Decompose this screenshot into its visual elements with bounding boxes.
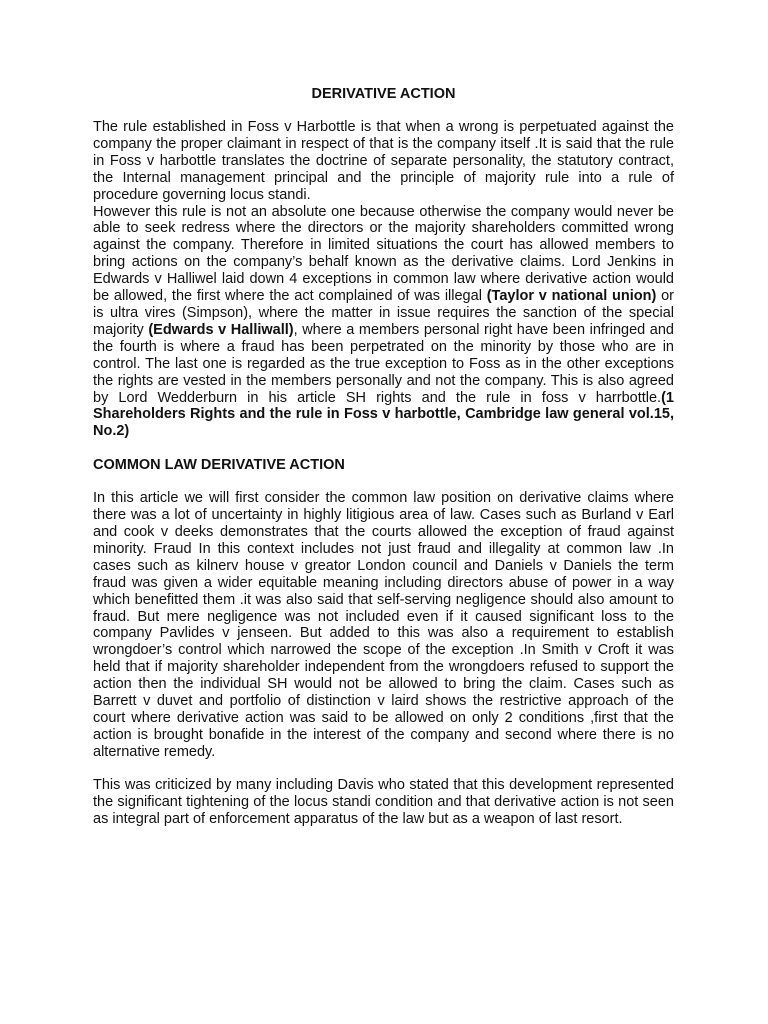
paragraph-2-text-1: However this rule is not an absolute one because otherwise the company would never be able to seek redress where the directors or the majority shareholders committed wrong against the company. Therefore in limited situations the court has allowed members to bring actions on the company’s behalf known as the derivative claims. Lord Jenkins in Edwards v Halliwel laid down 4 exceptions in common law where derivative action would be allowed, the first where the act complained of was illegal (93, 203, 674, 305)
paragraph-3: In this article we will first consider the common law position on derivative claims where there was a lot of uncertainty in highly litigious area of law. Cases such as Burland v Earl and cook v deeks demonstrates that the courts allowed the exception of fraud against minority. Fraud In this context includes not just fraud and illegality at common law .In cases such as kilnerv house v greator London council and Daniels v Daniels the term fraud was given a wider equitable meaning including directors abuse of power in a way which benefitted them .it was also said that self-serving negligence should also amount to fraud. But mere negligence was not included even if it caused significant loss to the company Pavlides v jenseen. But added to this was also a requirement to establish wrongdoer’s control which narrowed the scope of the exception .In Smith v Croft it was held that if majority shareholder independent from the wrongdoers refused to support the action then the individual SH would not be allowed to bring the claim. Cases such as Barrett v duvet and portfolio of distinction v laird shows the restrictive approach of the court where derivative action was said to be allowed on only 2 conditions ,first that the action is brought bonafide in the interest of the company and second where there is no alternative remedy. (93, 490, 674, 760)
paragraph-2 (93, 204, 674, 441)
paragraph-2-text-3: , where a members personal right have been infringed and the fourth is where a fraud has been perpetrated on the minority by those who are in control. The last one is regarded as the true exception to Foss as in the other exceptions the rights are vested in the members personally and not the company. This is also agreed by Lord Wedderburn in his article SH rights and the rule in foss v harrbottle. (93, 321, 674, 406)
case-citation-taylor: (Taylor v national union) (486, 288, 657, 305)
case-citation-edwards: (Edwards v Halliwall) (148, 321, 294, 338)
paragraph-4: This was criticized by many including Davis who stated that this development represented the significant tightening of the locus standi condition and that derivative action is not seen as integral part of enforcement apparatus of the law but as a weapon of last resort. (93, 776, 674, 827)
document-page (93, 86, 674, 827)
paragraph-1: The rule established in Foss v Harbottle is that when a wrong is perpetuated against the company the proper claimant in respect of that is the company itself .It is said that the rule in Foss v harbottle translates the doctrine of separate personality, the statutory contract, the Internal management principal and the principle of majority rule into a rule of procedure governing locus standi. (93, 119, 674, 203)
paragraph-2-text-2: or is ultra vires (Simpson), where the matter in issue requires the sanction of the special majority (93, 288, 675, 338)
section-heading: COMMON LAW DERIVATIVE ACTION (93, 457, 345, 474)
article-citation: (1 Shareholders Rights and the rule in Foss v harbottle, Cambridge law general vol.15, No.2) (93, 389, 674, 440)
document-title: DERIVATIVE ACTION (311, 86, 456, 102)
